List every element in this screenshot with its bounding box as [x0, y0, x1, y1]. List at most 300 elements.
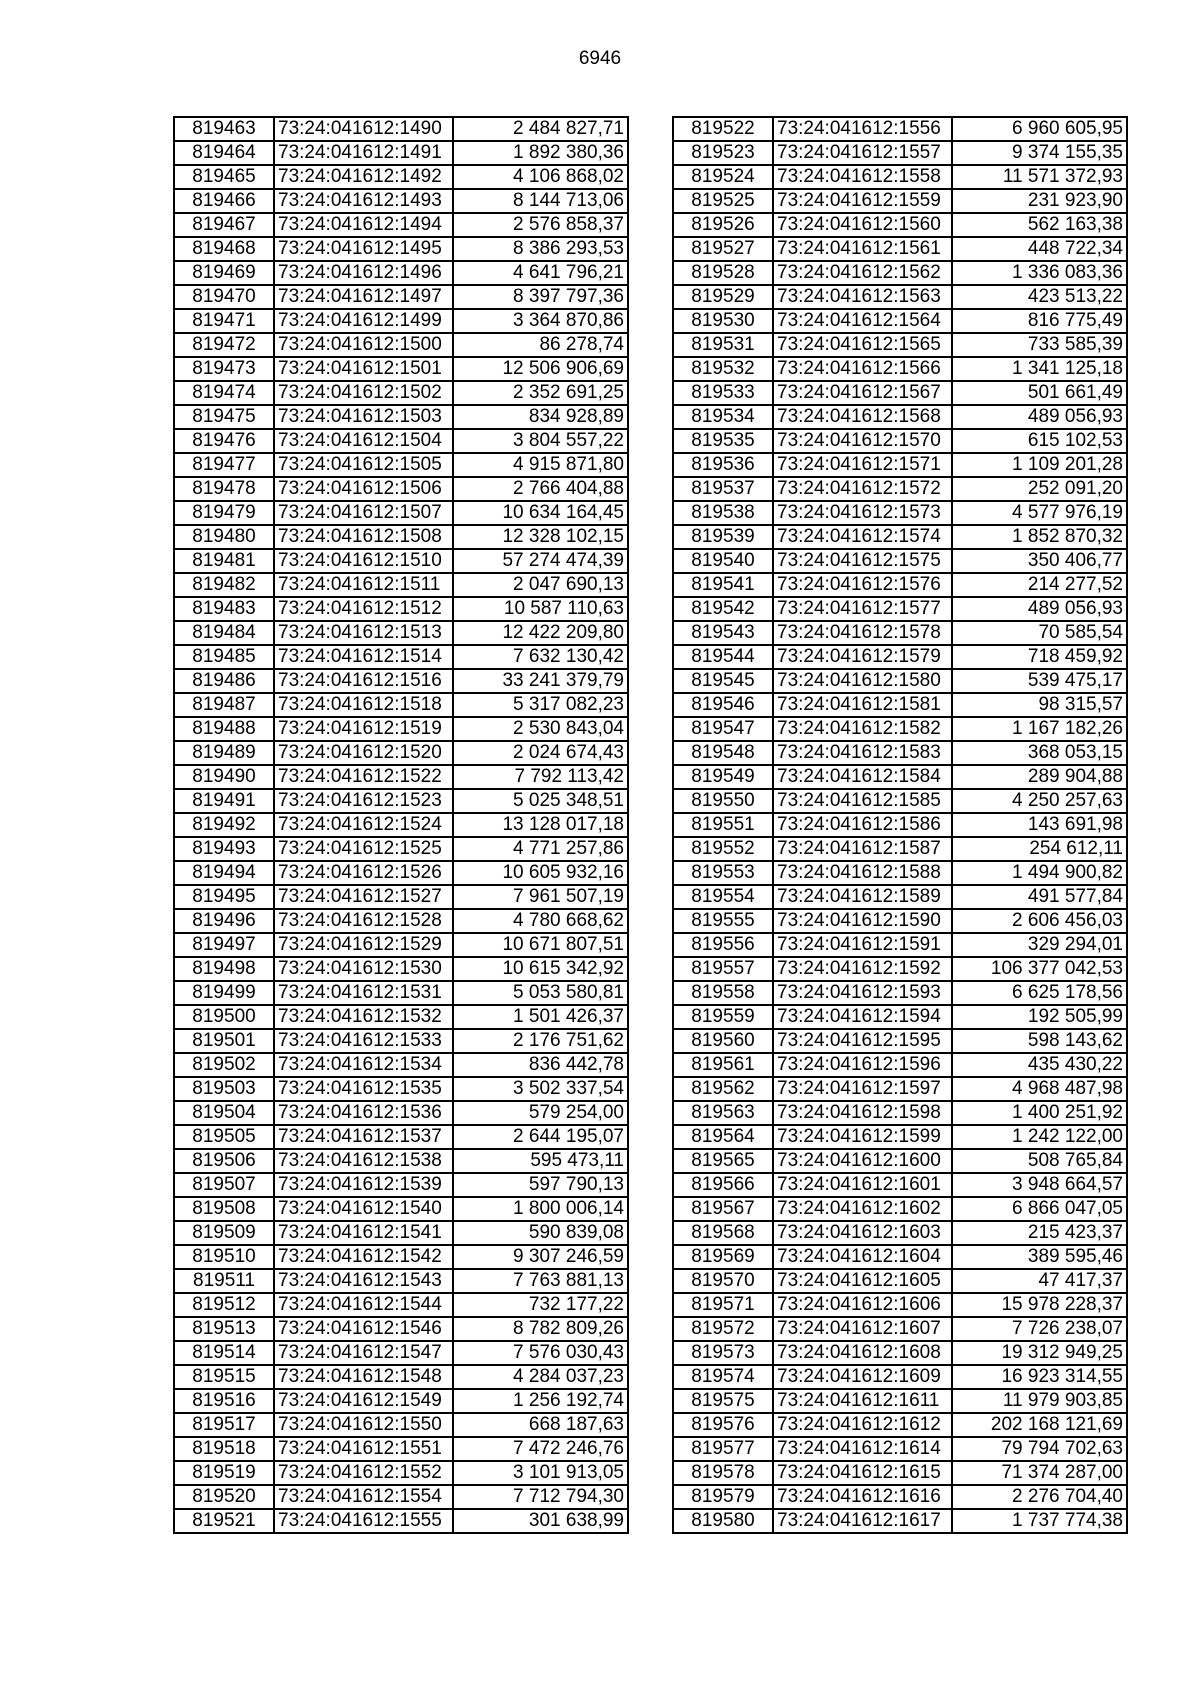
record-number-cell: 819520: [174, 1485, 274, 1509]
cadastral-number-cell: 73:24:041612:1596: [773, 1053, 952, 1077]
cadastral-number-cell: 73:24:041612:1579: [773, 645, 952, 669]
value-cell: 11 571 372,93: [952, 165, 1127, 189]
value-cell: 4 968 487,98: [952, 1077, 1127, 1101]
value-cell: 9 307 246,59: [453, 1245, 628, 1269]
cadastral-number-cell: 73:24:041612:1538: [274, 1149, 453, 1173]
record-number-cell: 819564: [673, 1125, 773, 1149]
table-row: [174, 1389, 628, 1413]
cadastral-number-cell: 73:24:041612:1584: [773, 765, 952, 789]
value-cell: 368 053,15: [952, 741, 1127, 765]
table-row: [174, 1509, 628, 1533]
table-row: [673, 117, 1127, 141]
record-number-cell: 819531: [673, 333, 773, 357]
value-cell: 7 763 881,13: [453, 1269, 628, 1293]
table-row: [673, 309, 1127, 333]
table-row: [673, 1485, 1127, 1509]
cadastral-number-cell: 73:24:041612:1587: [773, 837, 952, 861]
cadastral-number-cell: 73:24:041612:1533: [274, 1029, 453, 1053]
value-cell: 6 866 047,05: [952, 1197, 1127, 1221]
cadastral-number-cell: 73:24:041612:1604: [773, 1245, 952, 1269]
value-cell: 4 284 037,23: [453, 1365, 628, 1389]
cadastral-number-cell: 73:24:041612:1565: [773, 333, 952, 357]
cadastral-number-cell: 73:24:041612:1575: [773, 549, 952, 573]
record-number-cell: 819480: [174, 525, 274, 549]
record-number-cell: 819555: [673, 909, 773, 933]
cadastral-number-cell: 73:24:041612:1492: [274, 165, 453, 189]
value-cell: 7 632 130,42: [453, 645, 628, 669]
value-cell: 615 102,53: [952, 429, 1127, 453]
record-number-cell: 819465: [174, 165, 274, 189]
cadastral-number-cell: 73:24:041612:1616: [773, 1485, 952, 1509]
cadastral-number-cell: 73:24:041612:1493: [274, 189, 453, 213]
table-row: [174, 1221, 628, 1245]
value-cell: 4 771 257,86: [453, 837, 628, 861]
value-cell: 106 377 042,53: [952, 957, 1127, 981]
cadastral-number-cell: 73:24:041612:1495: [274, 237, 453, 261]
table-row: [174, 165, 628, 189]
table-row: [174, 525, 628, 549]
value-cell: 423 513,22: [952, 285, 1127, 309]
value-cell: 289 904,88: [952, 765, 1127, 789]
record-number-cell: 819556: [673, 933, 773, 957]
cadastral-number-cell: 73:24:041612:1573: [773, 501, 952, 525]
record-number-cell: 819579: [673, 1485, 773, 1509]
value-cell: 215 423,37: [952, 1221, 1127, 1245]
table-row: [174, 429, 628, 453]
record-number-cell: 819488: [174, 717, 274, 741]
cadastral-number-cell: 73:24:041612:1581: [773, 693, 952, 717]
value-cell: 4 577 976,19: [952, 501, 1127, 525]
table-row: [174, 117, 628, 141]
cadastral-number-cell: 73:24:041612:1608: [773, 1341, 952, 1365]
cadastral-number-cell: 73:24:041612:1519: [274, 717, 453, 741]
cadastral-number-cell: 73:24:041612:1502: [274, 381, 453, 405]
table-row: [174, 645, 628, 669]
record-number-cell: 819567: [673, 1197, 773, 1221]
cadastral-number-cell: 73:24:041612:1585: [773, 789, 952, 813]
value-cell: 329 294,01: [952, 933, 1127, 957]
record-number-cell: 819552: [673, 837, 773, 861]
value-cell: 732 177,22: [453, 1293, 628, 1317]
cadastral-number-cell: 73:24:041612:1514: [274, 645, 453, 669]
table-row: [673, 261, 1127, 285]
cadastral-number-cell: 73:24:041612:1544: [274, 1293, 453, 1317]
record-number-cell: 819499: [174, 981, 274, 1005]
record-number-cell: 819495: [174, 885, 274, 909]
value-cell: 16 923 314,55: [952, 1365, 1127, 1389]
record-number-cell: 819479: [174, 501, 274, 525]
table-row: [673, 1413, 1127, 1437]
record-number-cell: 819546: [673, 693, 773, 717]
table-row: [673, 909, 1127, 933]
cadastral-number-cell: 73:24:041612:1615: [773, 1461, 952, 1485]
value-cell: 71 374 287,00: [952, 1461, 1127, 1485]
cadastral-number-cell: 73:24:041612:1577: [773, 597, 952, 621]
cadastral-number-cell: 73:24:041612:1528: [274, 909, 453, 933]
record-number-cell: 819566: [673, 1173, 773, 1197]
value-cell: 70 585,54: [952, 621, 1127, 645]
cadastral-number-cell: 73:24:041612:1516: [274, 669, 453, 693]
cadastral-number-cell: 73:24:041612:1550: [274, 1413, 453, 1437]
table-row: [673, 573, 1127, 597]
value-cell: 79 794 702,63: [952, 1437, 1127, 1461]
table-row: [673, 1029, 1127, 1053]
value-cell: 8 397 797,36: [453, 285, 628, 309]
record-number-cell: 819568: [673, 1221, 773, 1245]
table-row: [673, 357, 1127, 381]
value-cell: 12 422 209,80: [453, 621, 628, 645]
record-number-cell: 819542: [673, 597, 773, 621]
record-number-cell: 819490: [174, 765, 274, 789]
record-number-cell: 819524: [673, 165, 773, 189]
record-number-cell: 819541: [673, 573, 773, 597]
cadastral-number-cell: 73:24:041612:1527: [274, 885, 453, 909]
table-row: [174, 501, 628, 525]
cadastral-number-cell: 73:24:041612:1494: [274, 213, 453, 237]
table-row: [673, 165, 1127, 189]
value-cell: 590 839,08: [453, 1221, 628, 1245]
value-cell: 2 024 674,43: [453, 741, 628, 765]
record-number-cell: 819553: [673, 861, 773, 885]
record-number-cell: 819496: [174, 909, 274, 933]
record-number-cell: 819580: [673, 1509, 773, 1533]
table-row: [673, 1221, 1127, 1245]
table-row: [673, 1437, 1127, 1461]
record-number-cell: 819536: [673, 453, 773, 477]
value-cell: 7 472 246,76: [453, 1437, 628, 1461]
record-number-cell: 819537: [673, 477, 773, 501]
value-cell: 9 374 155,35: [952, 141, 1127, 165]
table-row: [174, 765, 628, 789]
cadastral-number-cell: 73:24:041612:1570: [773, 429, 952, 453]
cadastral-number-cell: 73:24:041612:1534: [274, 1053, 453, 1077]
table-row: [673, 1125, 1127, 1149]
record-number-cell: 819504: [174, 1101, 274, 1125]
cadastral-number-cell: 73:24:041612:1526: [274, 861, 453, 885]
cadastral-number-cell: 73:24:041612:1583: [773, 741, 952, 765]
value-cell: 579 254,00: [453, 1101, 628, 1125]
table-row: [174, 1365, 628, 1389]
record-number-cell: 819521: [174, 1509, 274, 1533]
cadastral-number-cell: 73:24:041612:1520: [274, 741, 453, 765]
record-number-cell: 819557: [673, 957, 773, 981]
record-number-cell: 819569: [673, 1245, 773, 1269]
value-cell: 539 475,17: [952, 669, 1127, 693]
record-number-cell: 819519: [174, 1461, 274, 1485]
record-number-cell: 819522: [673, 117, 773, 141]
table-row: [174, 189, 628, 213]
cadastral-number-cell: 73:24:041612:1586: [773, 813, 952, 837]
table-row: [174, 549, 628, 573]
cadastral-number-cell: 73:24:041612:1525: [274, 837, 453, 861]
table-row: [174, 1077, 628, 1101]
cadastral-number-cell: 73:24:041612:1558: [773, 165, 952, 189]
cadastral-number-cell: 73:24:041612:1599: [773, 1125, 952, 1149]
cadastral-number-cell: 73:24:041612:1562: [773, 261, 952, 285]
record-number-cell: 819475: [174, 405, 274, 429]
cadastral-number-cell: 73:24:041612:1535: [274, 1077, 453, 1101]
record-number-cell: 819508: [174, 1197, 274, 1221]
record-number-cell: 819491: [174, 789, 274, 813]
value-cell: 4 780 668,62: [453, 909, 628, 933]
value-cell: 19 312 949,25: [952, 1341, 1127, 1365]
record-number-cell: 819505: [174, 1125, 274, 1149]
table-row: [673, 381, 1127, 405]
value-cell: 10 587 110,63: [453, 597, 628, 621]
cadastral-number-cell: 73:24:041612:1557: [773, 141, 952, 165]
cadastral-number-cell: 73:24:041612:1552: [274, 1461, 453, 1485]
value-cell: 1 109 201,28: [952, 453, 1127, 477]
record-number-cell: 819554: [673, 885, 773, 909]
record-number-cell: 819526: [673, 213, 773, 237]
value-cell: 2 176 751,62: [453, 1029, 628, 1053]
value-cell: 33 241 379,79: [453, 669, 628, 693]
table-row: [673, 1269, 1127, 1293]
table-row: [174, 861, 628, 885]
value-cell: 4 915 871,80: [453, 453, 628, 477]
table-row: [174, 309, 628, 333]
table-row: [673, 525, 1127, 549]
table-row: [174, 1485, 628, 1509]
record-number-cell: 819534: [673, 405, 773, 429]
record-number-cell: 819467: [174, 213, 274, 237]
value-cell: 15 978 228,37: [952, 1293, 1127, 1317]
cadastral-number-cell: 73:24:041612:1591: [773, 933, 952, 957]
record-number-cell: 819545: [673, 669, 773, 693]
value-cell: 7 712 794,30: [453, 1485, 628, 1509]
record-number-cell: 819463: [174, 117, 274, 141]
cadastral-number-cell: 73:24:041612:1497: [274, 285, 453, 309]
table-row: [673, 837, 1127, 861]
value-cell: 10 605 932,16: [453, 861, 628, 885]
cadastral-number-cell: 73:24:041612:1512: [274, 597, 453, 621]
value-cell: 2 484 827,71: [453, 117, 628, 141]
table-row: [673, 645, 1127, 669]
record-number-cell: 819560: [673, 1029, 773, 1053]
record-number-cell: 819549: [673, 765, 773, 789]
table-row: [673, 1389, 1127, 1413]
table-row: [174, 1269, 628, 1293]
table-row: [174, 1317, 628, 1341]
table-row: [673, 621, 1127, 645]
record-number-cell: 819559: [673, 1005, 773, 1029]
value-cell: 12 328 102,15: [453, 525, 628, 549]
record-number-cell: 819482: [174, 573, 274, 597]
table-row: [673, 285, 1127, 309]
cadastral-number-cell: 73:24:041612:1603: [773, 1221, 952, 1245]
table-row: [174, 597, 628, 621]
record-number-cell: 819471: [174, 309, 274, 333]
cadastral-number-cell: 73:24:041612:1522: [274, 765, 453, 789]
value-cell: 501 661,49: [952, 381, 1127, 405]
table-row: [673, 1341, 1127, 1365]
table-row: [174, 1461, 628, 1485]
table-row: [174, 957, 628, 981]
value-cell: 2 606 456,03: [952, 909, 1127, 933]
cadastral-number-cell: 73:24:041612:1595: [773, 1029, 952, 1053]
value-cell: 8 782 809,26: [453, 1317, 628, 1341]
value-cell: 2 047 690,13: [453, 573, 628, 597]
cadastral-number-cell: 73:24:041612:1549: [274, 1389, 453, 1413]
cadastral-number-cell: 73:24:041612:1589: [773, 885, 952, 909]
value-cell: 2 576 858,37: [453, 213, 628, 237]
cadastral-number-cell: 73:24:041612:1507: [274, 501, 453, 525]
value-cell: 4 106 868,02: [453, 165, 628, 189]
cadastral-number-cell: 73:24:041612:1559: [773, 189, 952, 213]
value-cell: 7 576 030,43: [453, 1341, 628, 1365]
record-number-cell: 819563: [673, 1101, 773, 1125]
record-number-cell: 819525: [673, 189, 773, 213]
value-cell: 350 406,77: [952, 549, 1127, 573]
record-number-cell: 819489: [174, 741, 274, 765]
table-row: [174, 933, 628, 957]
cadastral-number-cell: 73:24:041612:1594: [773, 1005, 952, 1029]
value-cell: 834 928,89: [453, 405, 628, 429]
cadastral-number-cell: 73:24:041612:1503: [274, 405, 453, 429]
cadastral-number-cell: 73:24:041612:1496: [274, 261, 453, 285]
table-row: [174, 741, 628, 765]
value-cell: 1 341 125,18: [952, 357, 1127, 381]
table-row: [174, 1413, 628, 1437]
cadastral-number-cell: 73:24:041612:1609: [773, 1365, 952, 1389]
cadastral-number-cell: 73:24:041612:1598: [773, 1101, 952, 1125]
cadastral-number-cell: 73:24:041612:1614: [773, 1437, 952, 1461]
value-cell: 1 167 182,26: [952, 717, 1127, 741]
value-cell: 3 502 337,54: [453, 1077, 628, 1101]
value-cell: 254 612,11: [952, 837, 1127, 861]
record-number-cell: 819515: [174, 1365, 274, 1389]
table-row: [673, 669, 1127, 693]
cadastral-number-cell: 73:24:041612:1530: [274, 957, 453, 981]
cadastral-number-cell: 73:24:041612:1593: [773, 981, 952, 1005]
cadastral-number-cell: 73:24:041612:1501: [274, 357, 453, 381]
value-cell: 86 278,74: [453, 333, 628, 357]
table-row: [673, 141, 1127, 165]
table-row: [673, 981, 1127, 1005]
cadastral-number-cell: 73:24:041612:1541: [274, 1221, 453, 1245]
table-row: [673, 477, 1127, 501]
record-number-cell: 819474: [174, 381, 274, 405]
record-number-cell: 819483: [174, 597, 274, 621]
table-row: [673, 453, 1127, 477]
table-row: [174, 717, 628, 741]
record-number-cell: 819485: [174, 645, 274, 669]
value-cell: 598 143,62: [952, 1029, 1127, 1053]
record-number-cell: 819516: [174, 1389, 274, 1413]
record-number-cell: 819575: [673, 1389, 773, 1413]
record-number-cell: 819572: [673, 1317, 773, 1341]
value-cell: 8 386 293,53: [453, 237, 628, 261]
value-cell: 1 256 192,74: [453, 1389, 628, 1413]
record-number-cell: 819510: [174, 1245, 274, 1269]
cadastral-number-cell: 73:24:041612:1571: [773, 453, 952, 477]
record-number-cell: 819468: [174, 237, 274, 261]
table-row: [673, 1077, 1127, 1101]
record-number-cell: 819477: [174, 453, 274, 477]
cadastral-number-cell: 73:24:041612:1524: [274, 813, 453, 837]
record-number-cell: 819533: [673, 381, 773, 405]
record-number-cell: 819578: [673, 1461, 773, 1485]
value-cell: 6 625 178,56: [952, 981, 1127, 1005]
cadastral-number-cell: 73:24:041612:1508: [274, 525, 453, 549]
value-cell: 836 442,78: [453, 1053, 628, 1077]
record-number-cell: 819517: [174, 1413, 274, 1437]
table-row: [174, 357, 628, 381]
cadastral-number-cell: 73:24:041612:1600: [773, 1149, 952, 1173]
record-number-cell: 819470: [174, 285, 274, 309]
table-row: [174, 1029, 628, 1053]
value-cell: 718 459,92: [952, 645, 1127, 669]
cadastral-number-cell: 73:24:041612:1588: [773, 861, 952, 885]
table-row: [174, 213, 628, 237]
value-cell: 3 948 664,57: [952, 1173, 1127, 1197]
cadastral-number-cell: 73:24:041612:1540: [274, 1197, 453, 1221]
cadastral-number-cell: 73:24:041612:1523: [274, 789, 453, 813]
table-row: [174, 1341, 628, 1365]
cadastral-number-cell: 73:24:041612:1548: [274, 1365, 453, 1389]
value-cell: 10 671 807,51: [453, 933, 628, 957]
record-number-cell: 819539: [673, 525, 773, 549]
record-number-cell: 819509: [174, 1221, 274, 1245]
value-cell: 1 336 083,36: [952, 261, 1127, 285]
cadastral-number-cell: 73:24:041612:1567: [773, 381, 952, 405]
value-cell: 202 168 121,69: [952, 1413, 1127, 1437]
table-row: [174, 261, 628, 285]
table-row: [673, 429, 1127, 453]
record-number-cell: 819543: [673, 621, 773, 645]
value-cell: 7 792 113,42: [453, 765, 628, 789]
value-cell: 1 400 251,92: [952, 1101, 1127, 1125]
record-number-cell: 819493: [174, 837, 274, 861]
record-number-cell: 819528: [673, 261, 773, 285]
cadastral-number-cell: 73:24:041612:1537: [274, 1125, 453, 1149]
record-number-cell: 819558: [673, 981, 773, 1005]
value-cell: 562 163,38: [952, 213, 1127, 237]
cadastral-number-cell: 73:24:041612:1506: [274, 477, 453, 501]
cadastral-number-cell: 73:24:041612:1576: [773, 573, 952, 597]
value-cell: 98 315,57: [952, 693, 1127, 717]
value-cell: 7 726 238,07: [952, 1317, 1127, 1341]
record-number-cell: 819500: [174, 1005, 274, 1029]
table-row: [174, 789, 628, 813]
cadastral-number-cell: 73:24:041612:1531: [274, 981, 453, 1005]
table-row: [673, 1317, 1127, 1341]
record-number-cell: 819523: [673, 141, 773, 165]
value-cell: 5 053 580,81: [453, 981, 628, 1005]
record-number-cell: 819530: [673, 309, 773, 333]
record-number-cell: 819544: [673, 645, 773, 669]
record-number-cell: 819562: [673, 1077, 773, 1101]
table-row: [673, 1101, 1127, 1125]
record-number-cell: 819498: [174, 957, 274, 981]
value-cell: 1 892 380,36: [453, 141, 628, 165]
record-number-cell: 819577: [673, 1437, 773, 1461]
record-number-cell: 819547: [673, 717, 773, 741]
value-cell: 3 364 870,86: [453, 309, 628, 333]
table-row: [673, 1365, 1127, 1389]
cadastral-number-cell: 73:24:041612:1500: [274, 333, 453, 357]
record-number-cell: 819512: [174, 1293, 274, 1317]
cadastral-number-cell: 73:24:041612:1499: [274, 309, 453, 333]
record-number-cell: 819507: [174, 1173, 274, 1197]
value-cell: 11 979 903,85: [952, 1389, 1127, 1413]
table-row: [673, 213, 1127, 237]
record-number-cell: 819473: [174, 357, 274, 381]
record-number-cell: 819574: [673, 1365, 773, 1389]
record-number-cell: 819503: [174, 1077, 274, 1101]
table-row: [673, 741, 1127, 765]
table-row: [673, 1005, 1127, 1029]
